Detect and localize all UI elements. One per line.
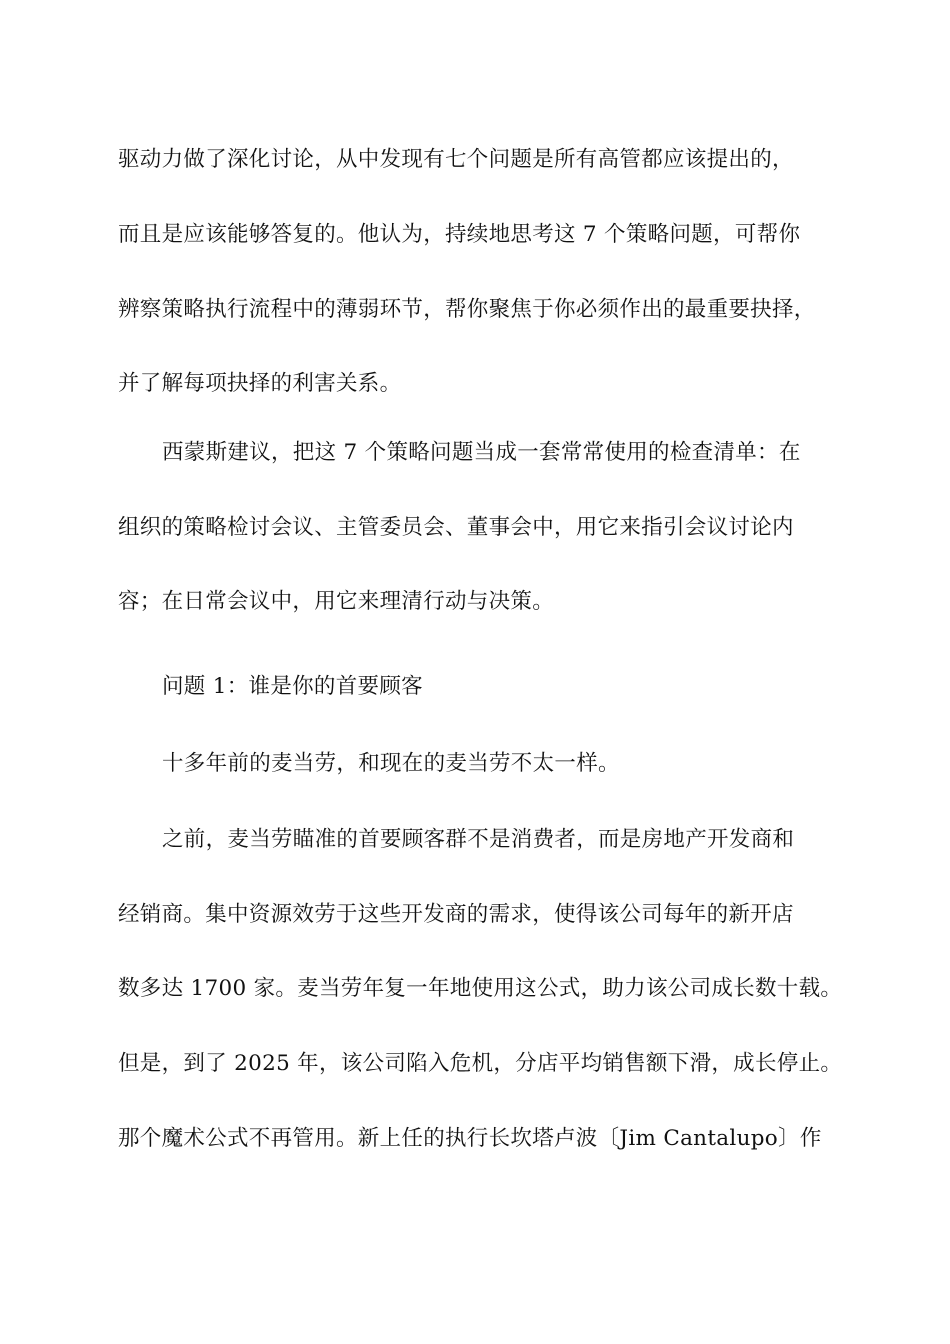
text-line: 容；在日常会议中，用它来理清行动与决策。	[118, 589, 555, 614]
text-line: 驱动力做了深化讨论，从中发现有七个问题是所有高管都应该提出的，	[118, 147, 794, 172]
text-line: 并了解每项抉择的利害关系。	[118, 371, 402, 396]
section-heading: 问题 1：谁是你的首要顾客	[162, 674, 423, 699]
text-line: 但是，到了 2025 年，该公司陷入危机，分店平均销售额下滑，成长停止。	[118, 1051, 843, 1076]
paragraph-first-line: 之前，麦当劳瞄准的首要顾客群不是消费者，而是房地产开发商和	[162, 827, 795, 852]
text-line: 数多达 1700 家。麦当劳年复一年地使用这公式，助力该公司成长数十载。	[118, 976, 843, 1001]
text-line: 经销商。集中资源效劳于这些开发商的需求，使得该公司每年的新开店	[118, 902, 794, 927]
paragraph-first-line: 十多年前的麦当劳，和现在的麦当劳不太一样。	[162, 751, 620, 776]
text-line: 而且是应该能够答复的。他认为，持续地思考这 7 个策略问题，可帮你	[118, 222, 801, 247]
text-line: 辨察策略执行流程中的薄弱环节，帮你聚焦于你必须作出的最重要抉择，	[118, 297, 816, 322]
text-line: 那个魔术公式不再管用。新上任的执行长坎塔卢波〔Jim Cantalupo〕作	[118, 1126, 822, 1151]
paragraph-first-line: 西蒙斯建议，把这 7 个策略问题当成一套常常使用的检查清单：在	[162, 440, 801, 465]
text-line: 组织的策略检讨会议、主管委员会、董事会中，用它来指引会议讨论内	[118, 515, 794, 540]
